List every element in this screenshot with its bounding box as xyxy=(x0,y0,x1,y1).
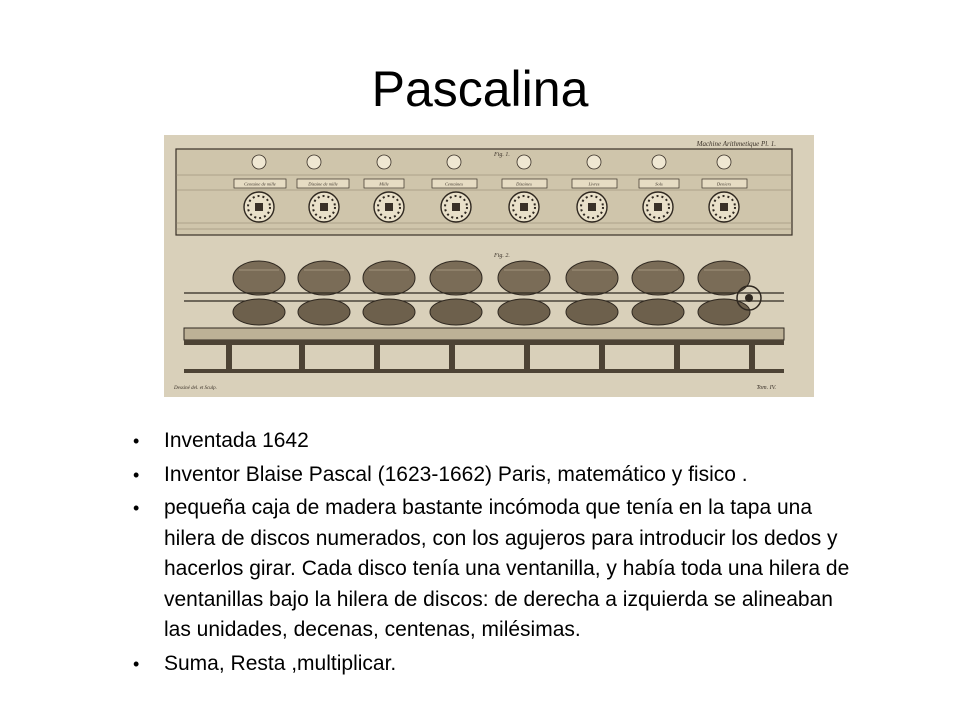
bullet-text: Suma, Resta ,multiplicar. xyxy=(164,651,397,675)
bullet-item xyxy=(133,649,853,680)
engraving-footer-left: Dessiné del. et Sculp. xyxy=(174,386,217,391)
bullet-marker: • xyxy=(133,464,140,485)
engraving-header-caption: Machine Arithmetique Pl. 1. xyxy=(696,140,776,148)
column-label-3: Mille xyxy=(379,181,389,187)
column-label-6: Livres xyxy=(588,181,600,187)
bullet-list xyxy=(133,426,853,682)
bullet-item xyxy=(133,460,853,491)
column-label-4: Centaines xyxy=(445,181,463,187)
bullet-item xyxy=(133,426,853,457)
column-label-1: Centaine de mille xyxy=(244,181,276,187)
pascaline-engraving xyxy=(164,135,814,397)
slide-title: Pascalina xyxy=(371,61,589,117)
column-label-2: Dizaine de mille xyxy=(308,181,338,187)
column-label-5: Dizaines xyxy=(516,181,532,187)
bullet-marker: • xyxy=(133,431,140,451)
bullet-item xyxy=(133,493,853,646)
bullet-marker: • xyxy=(133,498,140,518)
bullet-marker: • xyxy=(133,653,140,674)
engraving-footer-right: Tom. IV. xyxy=(756,385,776,391)
bullet-text: Inventada 1642 xyxy=(164,429,309,452)
column-label-7: Sols xyxy=(655,181,663,187)
bullet-text: pequeña caja de madera bastante incómoda que tenía en la tapa una hilera de discos numerados, con los agujeros para introducir los dedos y hacerlos girar. Cada disco tenía una ventanilla, y había toda una hilera de ventanillas bajo la hilera de discos: de derecha a izquierda se alineaban las unidades, decenas, centenas, milésimas. xyxy=(164,496,850,641)
bullet-text: Inventor Blaise Pascal (1623-1662) Paris, matemático y fisico . xyxy=(164,462,748,486)
fig2-label: Fig. 2. xyxy=(494,253,510,259)
fig1-label: Fig. 1. xyxy=(494,152,510,158)
column-label-8: Deniers xyxy=(716,181,732,187)
